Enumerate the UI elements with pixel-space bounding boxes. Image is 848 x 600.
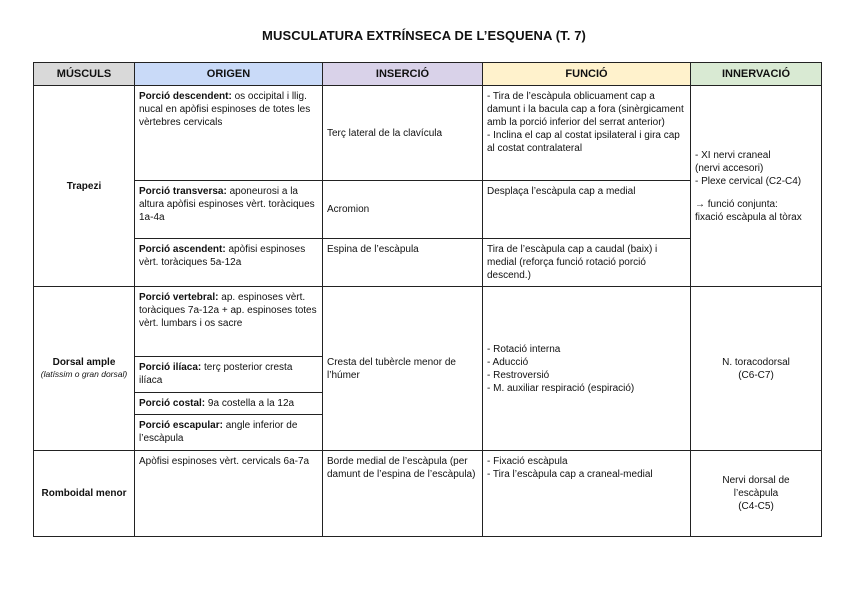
origin-label: Porció ilíaca:: [139, 362, 202, 373]
origin-cell: [135, 415, 323, 451]
function-cell: [483, 287, 691, 451]
innervation-line: - XI nervi craneal: [695, 149, 771, 161]
header-innervation: INNERVACIÓ: [691, 63, 822, 86]
function-line: - Tira de l’escàpula oblicuament cap a damunt i la bacula cap a fora (sinèrgicament amb la porció inferior del serrat anterior): [487, 91, 684, 128]
innervation-line: N. toracodorsal: [722, 356, 790, 368]
function-cell: [483, 86, 691, 181]
origin-text: aponeurosi a la altura apòfisi espinoses vèrt. toràciques 1a-4a: [139, 186, 315, 223]
innervation-cell: [691, 451, 822, 537]
function-line: - M. auxiliar respiració (espiració): [487, 382, 635, 394]
origin-text: os occipital i llig. nucal en apòfisi espinoses de totes les vèrtebres cervicals: [139, 91, 311, 128]
table-row: [34, 86, 822, 181]
muscles-table: [33, 62, 822, 537]
innervation-cell: [691, 86, 822, 287]
insertion-cell: Espina de l’escàpula: [323, 239, 483, 287]
muscle-trapezi: Trapezi: [34, 86, 135, 287]
origin-cell: [135, 287, 323, 357]
page-title: MUSCULATURA EXTRÍNSECA DE L’ESQUENA (T. 7): [262, 28, 586, 43]
insertion-cell: Borde medial de l’escàpula (per damunt de l’espina de l’escàpula): [323, 451, 483, 537]
innervation-line: (C4-C5): [738, 501, 774, 512]
innervation-line: fixació escàpula al tòrax: [695, 211, 802, 223]
origin-label: Porció descendent:: [139, 91, 232, 102]
origin-label: Porció vertebral:: [139, 292, 219, 303]
function-line: - Inclina el cap al costat ipsilateral i gira cap al costat contralateral: [487, 130, 680, 154]
header-row: [34, 63, 822, 86]
origin-cell: [135, 357, 323, 393]
function-cell: [483, 451, 691, 537]
origin-text: apòfisi espinoses vèrt. toràciques 5a-12a: [139, 244, 306, 268]
origin-label: Porció escapular:: [139, 420, 223, 431]
header-origin: ORIGEN: [135, 63, 323, 86]
function-cell: Tira de l’escàpula cap a caudal (baix) i medial (reforça funció rotació porció descend.): [483, 239, 691, 287]
innervation-line: (C6-C7): [738, 369, 774, 381]
origin-cell: Apòfisi espinoses vèrt. cervicals 6a-7a: [135, 451, 323, 537]
origin-text: terç posterior cresta ilíaca: [139, 362, 293, 386]
header-function: FUNCIÓ: [483, 63, 691, 86]
header-insertion: INSERCIÓ: [323, 63, 483, 86]
function-line: - Fixació escàpula: [487, 456, 568, 467]
insertion-cell: Acromion: [323, 181, 483, 239]
origin-label: Porció costal:: [139, 398, 206, 409]
origin-cell: [135, 86, 323, 181]
innervation-line: Nervi dorsal de: [722, 475, 790, 486]
table-row: [34, 451, 822, 537]
origin-cell: [135, 393, 323, 415]
innervation-line: (nervi accesori): [695, 162, 764, 174]
muscle-romboidal-menor: Romboidal menor: [34, 451, 135, 537]
function-line: - Restroversió: [487, 369, 550, 381]
innervation-cell: [691, 287, 822, 451]
insertion-cell: Cresta del tubèrcle menor de l’húmer: [323, 287, 483, 451]
origin-text: 9a costella a la 12a: [205, 398, 295, 409]
origin-cell: [135, 181, 323, 239]
origin-text: angle inferior de l’escàpula: [139, 420, 298, 444]
insertion-cell: Terç lateral de la clavícula: [323, 86, 483, 181]
function-cell: Desplaça l’escàpula cap a medial: [483, 181, 691, 239]
muscle-subname: (latíssim o gran dorsal): [40, 369, 128, 380]
function-line: - Aducció: [487, 356, 529, 368]
header-muscles: MÚSCULS: [34, 63, 135, 86]
origin-text: ap. espinoses vèrt. toràciques 7a-12a + ap. espinoses totes vèrt. lumbars i os sacre: [139, 292, 317, 329]
function-line: - Tira l’escàpula cap a craneal-medial: [487, 469, 653, 480]
table-row: [34, 287, 822, 357]
muscle-name: Dorsal ample: [52, 357, 116, 369]
origin-cell: [135, 239, 323, 287]
innervation-line: l’escàpula: [733, 488, 779, 499]
origin-label: Porció transversa:: [139, 186, 227, 197]
origin-label: Porció ascendent:: [139, 244, 226, 255]
innervation-line: - Plexe cervical (C2-C4): [695, 175, 802, 187]
innervation-line: → funció conjunta:: [695, 198, 778, 210]
muscle-dorsal-ample: [34, 287, 135, 451]
function-line: - Rotació interna: [487, 343, 561, 355]
